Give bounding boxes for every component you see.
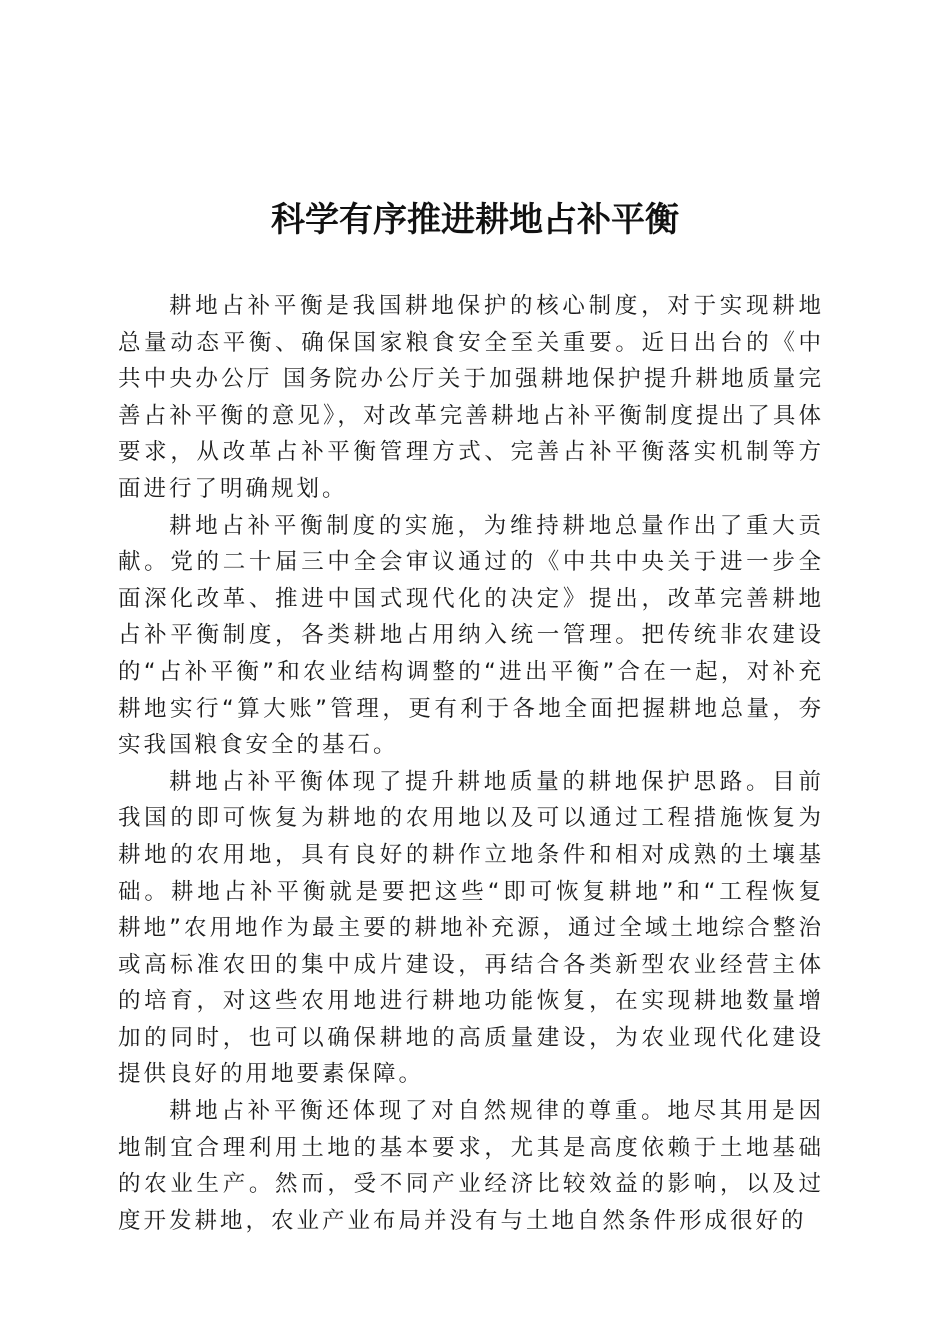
paragraph-4: 耕地占补平衡还体现了对自然规律的尊重。地尽其用是因地制宜合理利用土地的基本要求，尤其是高度依赖于土地基础的农业生产。然而，受不同产业经济比较效益的影响，以及过度开发耕地，农业产业布局并没有与土地自然条件形成很好的	[118, 1098, 824, 1234]
paragraph-1: 耕地占补平衡是我国耕地保护的核心制度，对于实现耕地总量动态平衡、确保国家粮食安全至关重要。近日出台的《中共中央办公厅 国务院办公厅关于加强耕地保护提升耕地质量完善占补平衡的意见》，对改革完善耕地占补平衡制度提出了具体要求，从改革占补平衡管理方式、完善占补平衡落实机制等方面进行了明确规划。	[118, 293, 824, 502]
paragraph-3: 耕地占补平衡体现了提升耕地质量的耕地保护思路。目前我国的即可恢复为耕地的农用地以及可以通过工程措施恢复为耕地的农用地，具有良好的耕作立地条件和相对成熟的土壤基础。耕地占补平衡就是要把这些“即可恢复耕地”和“工程恢复耕地”农用地作为最主要的耕地补充源，通过全域土地综合整治或高标准农田的集中成片建设，再结合各类新型农业经营主体的培育，对这些农用地进行耕地功能恢复，在实现耕地数量增加的同时，也可以确保耕地的高质量建设，为农业现代化建设提供良好的用地要素保障。	[118, 768, 824, 1088]
document-body	[118, 288, 824, 1239]
document-title: 科学有序推进耕地占补平衡	[271, 200, 679, 240]
paragraph-2: 耕地占补平衡制度的实施，为维持耕地总量作出了重大贡献。党的二十届三中全会审议通过的《中共中央关于进一步全面深化改革、推进中国式现代化的决定》提出，改革完善耕地占补平衡制度，各类耕地占用纳入统一管理。把传统非农建设的“占补平衡”和农业结构调整的“进出平衡”合在一起，对补充耕地实行“算大账”管理，更有利于各地全面把握耕地总量，夯实我国粮食安全的基石。	[118, 512, 824, 759]
